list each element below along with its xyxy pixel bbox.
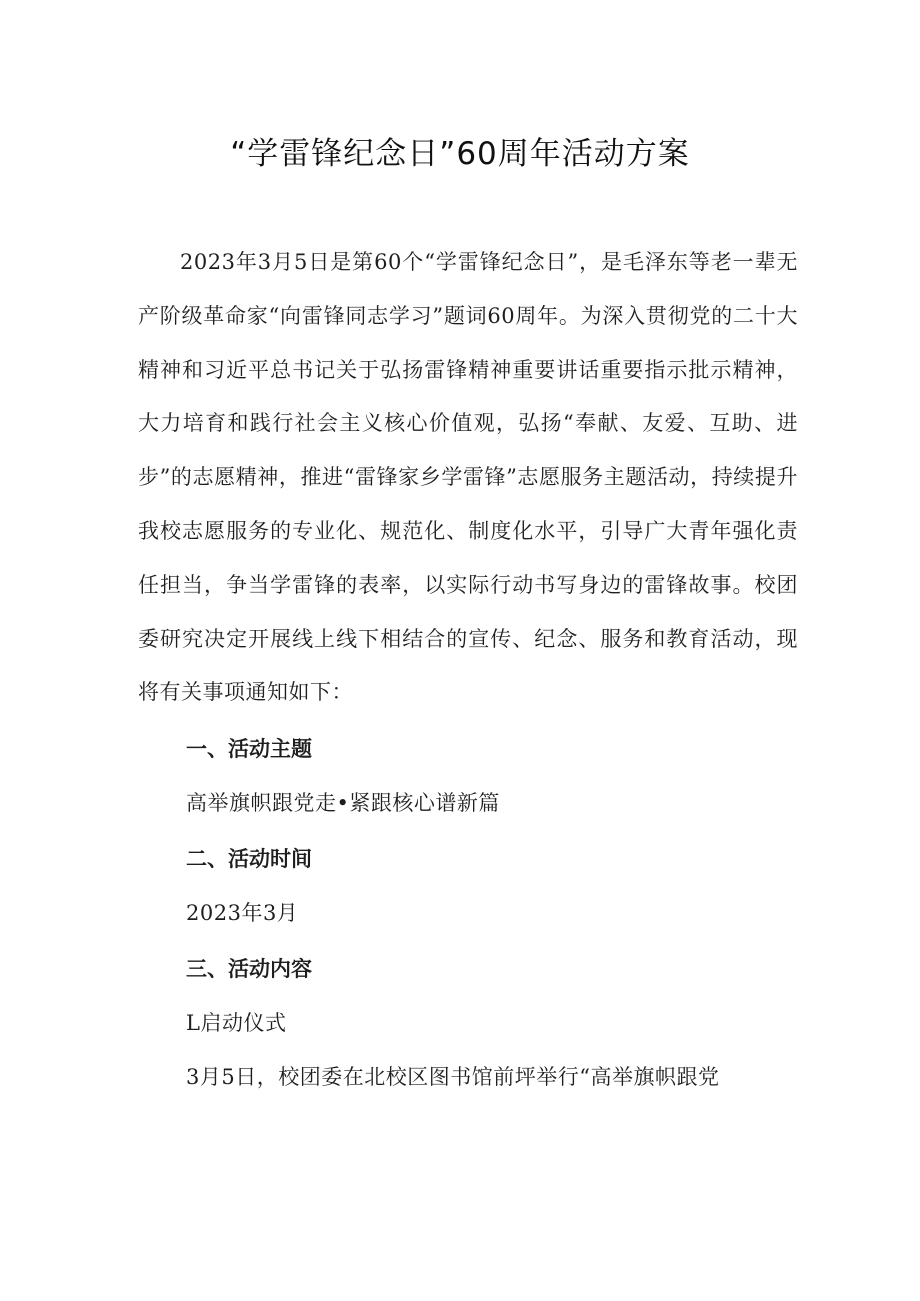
content-item-launch: L启动仪式 [186,1011,287,1036]
document-title: “学雷锋纪念日”60周年活动方案 [230,136,690,172]
document-body [138,236,798,1104]
content-paragraph: 3月5日，校团委在北校区图书馆前坪举行“高举旗帜跟党 [186,1065,720,1090]
section-heading-time: 二、活动时间 [186,847,312,872]
section-heading-theme: 一、活动主题 [186,737,312,762]
section-heading-content: 三、活动内容 [186,957,312,982]
time-text: 2023年3月 [186,901,299,926]
intro-paragraph: 2023年3月5日是第60个“学雷锋纪念日”，是毛泽东等老一辈无产阶级革命家“向雷锋同志学习”题词60周年。为深入贯彻党的二十大精神和习近平总书记关于弘扬雷锋精神重要讲话重要指示批示精神，大力培育和践行社会主义核心价值观，弘扬“奉献、友爱、互助、进步”的志愿精神，推进“雷锋家乡学雷锋”志愿服务主题活动，持续提升我校志愿服务的专业化、规范化、制度化水平，引导广大青年强化责任担当，争当学雷锋的表率，以实际行动书写身边的雷锋故事。校团委研究决定开展线上线下相结合的宣传、纪念、服务和教育活动，现将有关事项通知如下： [138,250,798,705]
theme-text: 高举旗帜跟党走•紧跟核心谱新篇 [186,791,500,816]
